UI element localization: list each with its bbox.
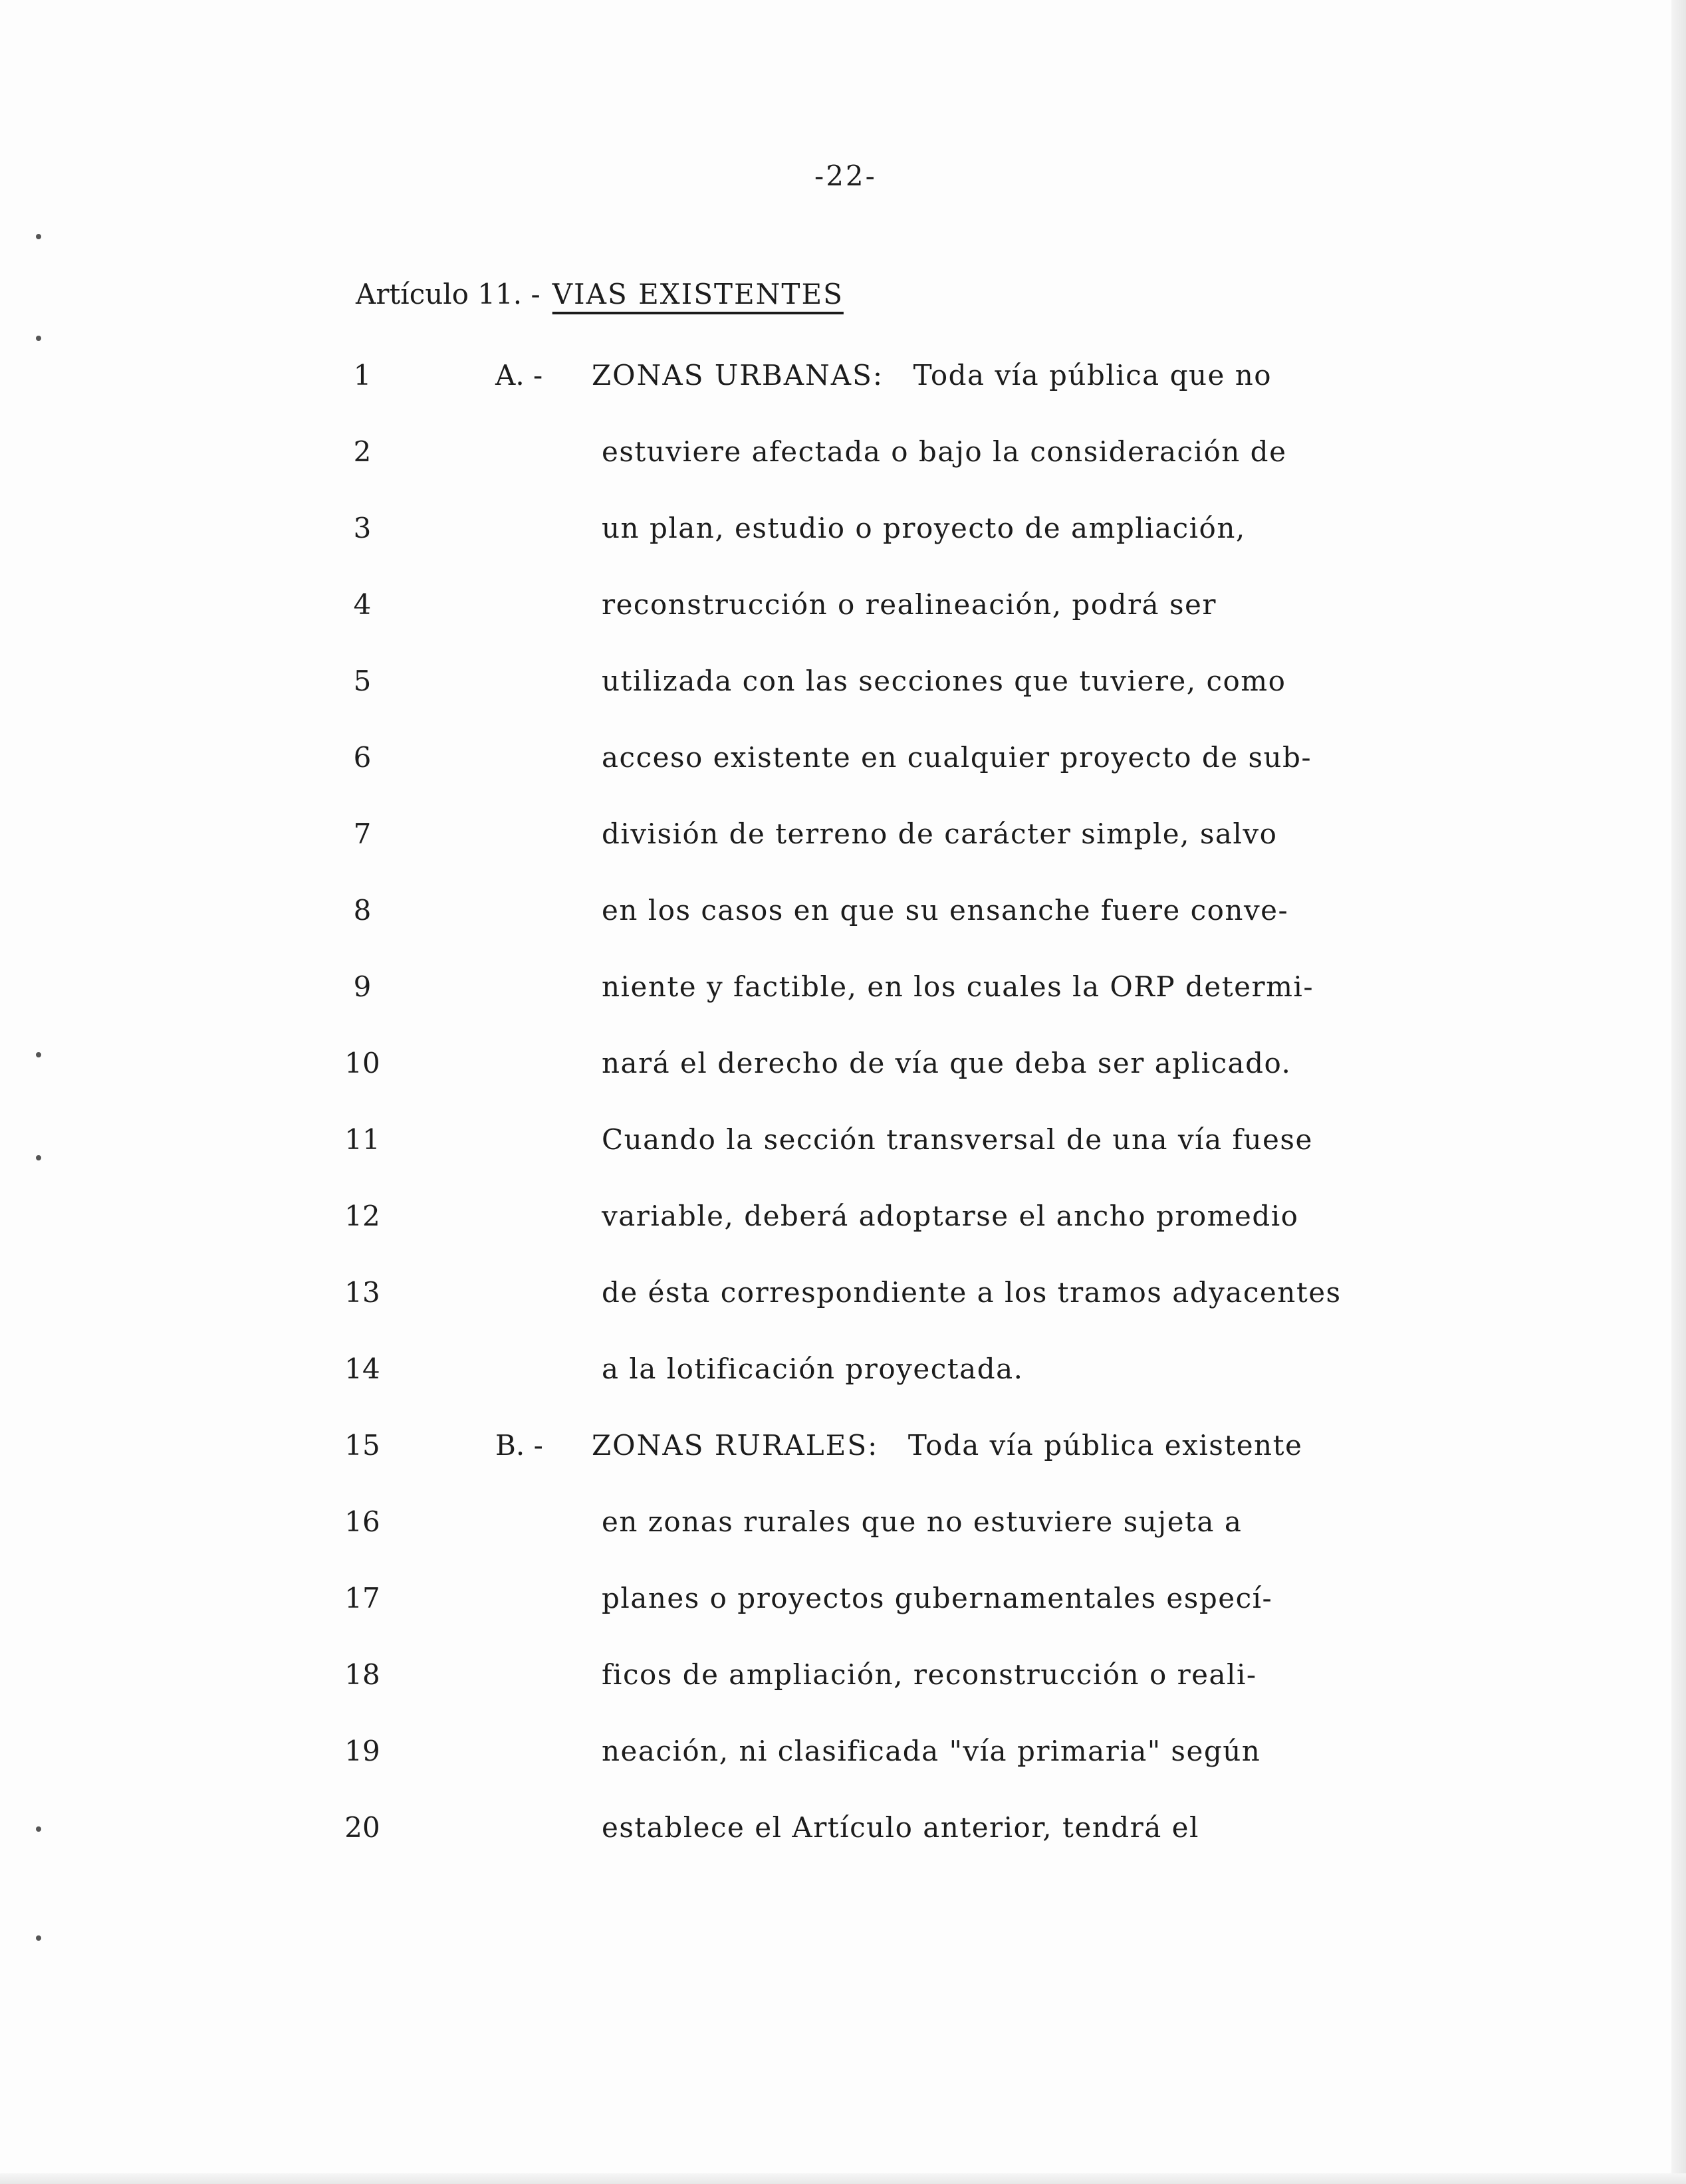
- text-line: de ésta correspondiente a los tramos adyacentes: [602, 1276, 1342, 1309]
- margin-speck: [36, 1935, 41, 1941]
- section-marker-b: B. -: [495, 1429, 543, 1462]
- text-line: planes o proyectos gubernamentales especí-: [602, 1582, 1273, 1614]
- line-number: 16: [344, 1505, 380, 1538]
- line-number: 15: [344, 1429, 380, 1462]
- article-heading: [356, 278, 844, 310]
- line-number: 11: [344, 1123, 380, 1156]
- text-line: estuviere afectada o bajo la consideración de: [602, 435, 1287, 468]
- section-heading-b: ZONAS RURALES:: [592, 1429, 879, 1462]
- line-number: 8: [353, 894, 372, 927]
- page-edge-right: [1671, 0, 1686, 2184]
- text-line: Cuando la sección transversal de una vía fuese: [602, 1123, 1313, 1156]
- margin-speck: [36, 1052, 41, 1057]
- page-edge-bottom: [0, 2173, 1686, 2184]
- line-number: 20: [344, 1811, 380, 1844]
- line-number: 5: [353, 665, 372, 697]
- text-line: neación, ni clasificada "vía primaria" según: [602, 1735, 1261, 1767]
- line-number: 6: [353, 741, 372, 774]
- text-line: acceso existente en cualquier proyecto de sub-: [602, 741, 1312, 774]
- line-number: 13: [344, 1276, 380, 1309]
- line-number: 1: [353, 359, 372, 391]
- text-line: [592, 1429, 1302, 1462]
- section-heading-a: ZONAS URBANAS:: [592, 359, 884, 391]
- line-text: Toda vía pública existente: [907, 1429, 1303, 1462]
- text-line: reconstrucción o realineación, podrá ser: [602, 588, 1217, 621]
- text-line: niente y factible, en los cuales la ORP determi-: [602, 970, 1314, 1003]
- line-number: 12: [344, 1200, 380, 1232]
- text-line: [592, 359, 1272, 391]
- line-number: 18: [344, 1658, 380, 1691]
- text-line: un plan, estudio o proyecto de ampliación,: [602, 512, 1246, 544]
- text-line: en zonas rurales que no estuviere sujeta a: [602, 1505, 1243, 1538]
- line-number: 4: [353, 588, 372, 621]
- article-title: VIAS EXISTENTES: [552, 278, 844, 310]
- margin-speck: [36, 336, 41, 341]
- margin-speck: [36, 1155, 41, 1160]
- text-line: división de terreno de carácter simple, salvo: [602, 818, 1278, 850]
- line-number: 3: [353, 512, 372, 544]
- article-label: Artículo 11. -: [356, 278, 541, 310]
- text-line: utilizada con las secciones que tuviere, como: [602, 665, 1286, 697]
- line-number: 17: [344, 1582, 380, 1614]
- line-number: 10: [344, 1047, 380, 1079]
- page-number: -22-: [814, 160, 877, 192]
- section-marker-a: A. -: [495, 359, 543, 391]
- margin-speck: [36, 1826, 41, 1832]
- text-line: a la lotificación proyectada.: [602, 1353, 1024, 1385]
- text-line: en los casos en que su ensanche fuere conve-: [602, 894, 1289, 927]
- line-text: Toda vía pública que no: [913, 359, 1272, 391]
- text-line: ficos de ampliación, reconstrucción o reali-: [602, 1658, 1257, 1691]
- line-number: 7: [353, 818, 372, 850]
- text-line: establece el Artículo anterior, tendrá el: [602, 1811, 1199, 1844]
- line-number: 14: [344, 1353, 380, 1385]
- margin-speck: [36, 234, 41, 239]
- line-number: 19: [344, 1735, 380, 1767]
- text-line: nará el derecho de vía que deba ser aplicado.: [602, 1047, 1292, 1079]
- text-line: variable, deberá adoptarse el ancho promedio: [602, 1200, 1299, 1232]
- line-number: 2: [353, 435, 372, 468]
- line-number: 9: [353, 970, 372, 1003]
